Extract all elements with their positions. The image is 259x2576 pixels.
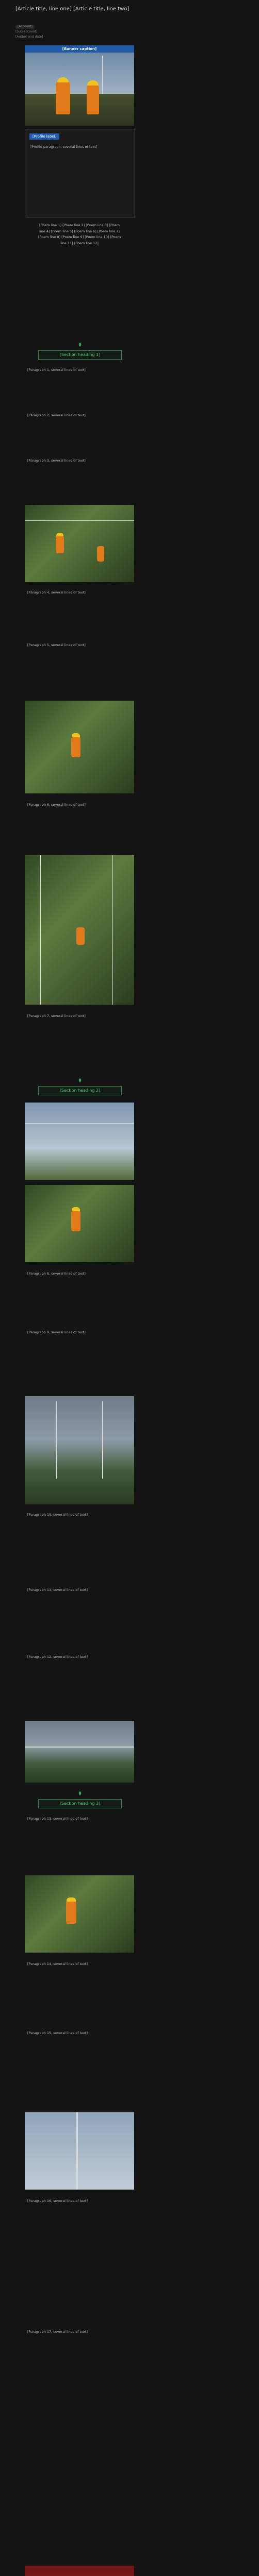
- worker-graphic: [76, 927, 85, 945]
- tower-graphic: [76, 2112, 78, 2190]
- power-line: [25, 1123, 134, 1124]
- paragraph-17: [Paragraph 17, several lines of text]: [27, 2330, 88, 2334]
- photo-river-valley-towers: [25, 1396, 134, 1504]
- hero-banner: [Banner caption]: [25, 45, 134, 53]
- hero-sky: [25, 53, 134, 94]
- helmet-graphic: [67, 1897, 76, 1902]
- photo-bridge-crossing: [25, 1721, 134, 1783]
- profile-tag: [Profile label]: [29, 133, 59, 140]
- leaf-divider-icon: [77, 342, 83, 347]
- worker-graphic: [71, 737, 80, 757]
- paragraph-14: [Paragraph 14, several lines of text]: [27, 1962, 88, 1966]
- helmet-graphic: [72, 733, 80, 737]
- hero-image: [25, 45, 134, 126]
- paragraph-12: [Paragraph 12, several lines of text]: [27, 1655, 88, 1659]
- power-line: [40, 855, 41, 1005]
- helmet-graphic: [72, 1207, 80, 1211]
- worker-graphic: [66, 1901, 76, 1924]
- profile-text: [Profile paragraph, several lines of text]: [30, 145, 98, 149]
- paragraph-9: [Paragraph 9, several lines of text]: [27, 1330, 86, 1334]
- power-line-2: [112, 855, 113, 1005]
- sub-account-label: [Sub-account]: [15, 30, 38, 33]
- photo-award-ceremony: [25, 2566, 134, 2576]
- article-meta-date-row: [15, 35, 139, 39]
- hero-ground: [25, 94, 134, 126]
- section-heading-2: [Section heading 2]: [38, 1086, 122, 1095]
- paragraph-7: [Paragraph 7, several lines of text]: [27, 1014, 86, 1018]
- source-badge[interactable]: [Account]: [15, 25, 35, 29]
- photo-steep-mountain: [25, 855, 134, 1005]
- section-heading-3: [Section heading 3]: [38, 1799, 122, 1808]
- article-title: [Article title, line one] [Article title, line two]: [15, 6, 130, 12]
- worker-graphic-2: [97, 546, 104, 562]
- paragraph-2: [Paragraph 2, several lines of text]: [27, 413, 86, 417]
- paragraph-10: [Paragraph 10, several lines of text]: [27, 1513, 88, 1517]
- paragraph-16: [Paragraph 16, several lines of text]: [27, 2199, 88, 2203]
- worker-graphic: [56, 81, 70, 114]
- paragraph-1: [Paragraph 1, several lines of text]: [27, 368, 86, 372]
- paragraph-5: [Paragraph 5, several lines of text]: [27, 643, 86, 647]
- article-meta-sub-row: [15, 30, 37, 34]
- paragraph-6: [Paragraph 6, several lines of text]: [27, 803, 86, 807]
- photo-tower-top: [25, 2112, 134, 2190]
- photo-workers-on-slope: [25, 701, 134, 793]
- photo-forest-workers: [25, 505, 134, 582]
- power-line: [25, 520, 134, 521]
- paragraph-4: [Paragraph 4, several lines of text]: [27, 590, 86, 595]
- profile-box: [25, 129, 135, 217]
- paragraph-15: [Paragraph 15, several lines of text]: [27, 2031, 88, 2035]
- worker-graphic-2: [87, 84, 99, 114]
- paragraph-11: [Paragraph 11, several lines of text]: [27, 1588, 88, 1592]
- tower-graphic-2: [102, 1401, 103, 1479]
- photo-team-portrait: [25, 1875, 134, 1953]
- article-date: [Author and date]: [15, 35, 43, 39]
- worker-graphic: [71, 1211, 80, 1231]
- poem-block: [Poem line 1] [Poem line 2] [Poem line 3] [Poem line 4] [Poem line 5] [Poem line 6] [Poem line 7] [Poem line 8] [Poem line 9] [Poem line 10] [Poem line 11] [Poem line 12]: [38, 223, 121, 246]
- pylon-graphic: [102, 56, 103, 94]
- worker-graphic: [56, 536, 64, 553]
- leaf-divider-icon: [77, 1791, 83, 1796]
- tower-graphic: [56, 1401, 57, 1479]
- article-meta-source-row: [15, 25, 37, 29]
- paragraph-13: [Paragraph 13, several lines of text]: [27, 1817, 88, 1821]
- leaf-divider-icon: [77, 1078, 83, 1083]
- paragraph-3: [Paragraph 3, several lines of text]: [27, 459, 86, 463]
- section-heading-1: [Section heading 1]: [38, 350, 122, 360]
- photo-valley-view: [25, 1103, 134, 1180]
- bridge-graphic: [25, 1747, 134, 1748]
- paragraph-8: [Paragraph 8, several lines of text]: [27, 1272, 86, 1276]
- helmet-graphic: [56, 533, 63, 536]
- photo-line-inspection: [25, 1185, 134, 1262]
